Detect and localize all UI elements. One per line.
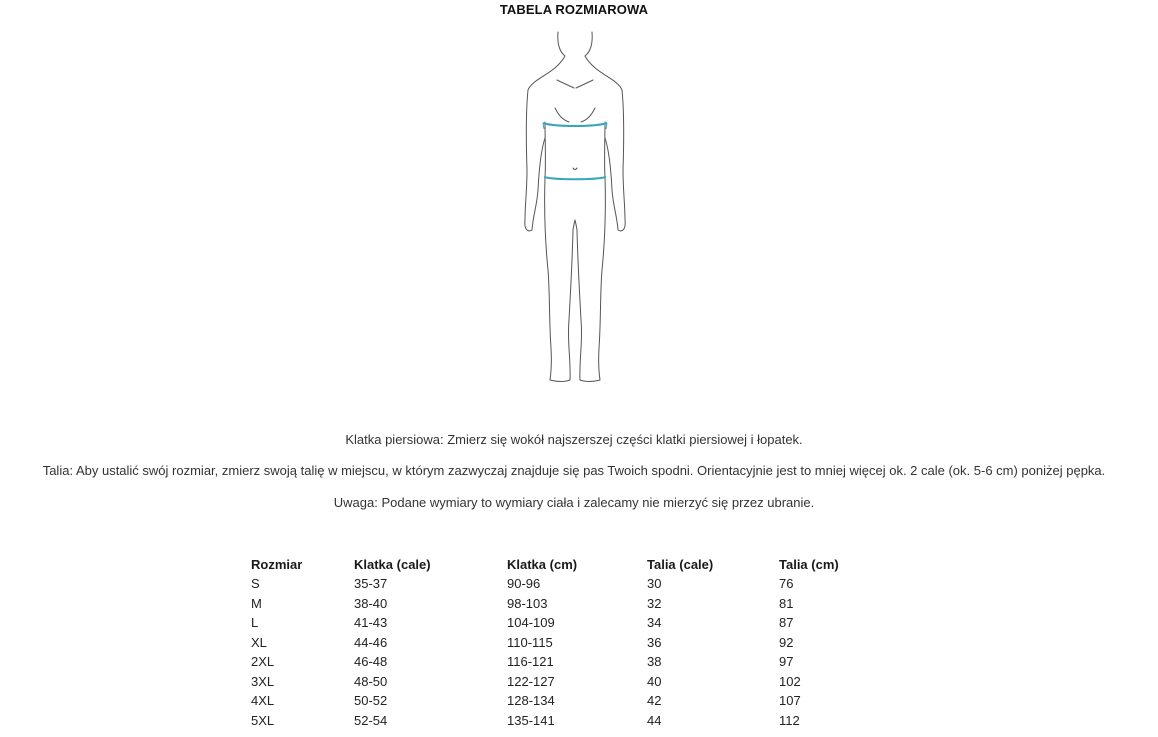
header-waist-cm: Talia (cm) — [779, 557, 839, 572]
cell-waist-cm: 87 — [779, 615, 794, 631]
cell-size: S — [251, 576, 260, 592]
cell-chest-cm: 135-141 — [507, 712, 555, 728]
cell-chest-inches: 48-50 — [354, 673, 388, 689]
cell-size: 5XL — [251, 712, 275, 728]
cell-waist-cm: 102 — [779, 673, 801, 689]
cell-chest-inches: 38-40 — [354, 595, 388, 611]
chest-note: Klatka piersiowa: Zmierz się wokół najszerszej części klatki piersiowej i łopatek. — [345, 432, 803, 447]
cell-waist-inches: 42 — [647, 693, 662, 709]
cell-waist-inches: 30 — [647, 576, 662, 592]
cell-waist-cm: 97 — [779, 654, 794, 670]
table-row — [249, 672, 861, 692]
cell-waist-cm: 107 — [779, 693, 801, 709]
cell-chest-inches: 44-46 — [354, 634, 388, 650]
table-row — [249, 574, 861, 594]
header-chest-inches: Klatka (cale) — [354, 557, 431, 572]
cell-waist-inches: 34 — [647, 615, 662, 631]
cell-waist-cm: 92 — [779, 634, 794, 650]
cell-size: 4XL — [251, 693, 275, 709]
cell-size: M — [251, 595, 262, 611]
cell-waist-cm: 76 — [779, 576, 794, 592]
cell-size: XL — [251, 634, 267, 650]
cell-size: 2XL — [251, 654, 275, 670]
table-row — [249, 691, 861, 711]
cell-waist-inches: 40 — [647, 673, 662, 689]
table-row — [249, 652, 861, 672]
page-title: TABELA ROZMIAROWA — [499, 2, 649, 17]
cell-size: 3XL — [251, 673, 275, 689]
waist-note: Talia: Aby ustalić swój rozmiar, zmierz swoją talię w miejscu, w którym zazwyczaj znajduje się pas Twoich spodni. Orientacyjnie jest to mniej więcej ok. 2 cale (ok. 5-6 cm) poniżej pępka. — [42, 463, 1106, 478]
cell-chest-inches: 50-52 — [354, 693, 388, 709]
cell-size: L — [251, 615, 259, 631]
header-size: Rozmiar — [251, 557, 303, 572]
cell-waist-inches: 38 — [647, 654, 662, 670]
header-chest-cm: Klatka (cm) — [507, 557, 578, 572]
cell-chest-cm: 116-121 — [507, 654, 554, 670]
cell-waist-inches: 36 — [647, 634, 662, 650]
cell-chest-cm: 104-109 — [507, 615, 555, 631]
cell-chest-cm: 128-134 — [507, 693, 555, 709]
table-row — [249, 633, 861, 653]
table-header-row — [249, 555, 861, 574]
table-row — [249, 613, 861, 633]
cell-chest-cm: 122-127 — [507, 673, 555, 689]
cell-chest-cm: 90-96 — [507, 576, 541, 592]
cell-waist-cm: 81 — [779, 595, 794, 611]
header-waist-inches: Talia (cale) — [647, 557, 714, 572]
table-row — [249, 594, 861, 614]
cell-chest-inches: 46-48 — [354, 654, 388, 670]
cell-chest-inches: 52-54 — [354, 712, 388, 728]
size-table — [249, 555, 861, 730]
cell-waist-inches: 44 — [647, 712, 662, 728]
waist-measure-line — [544, 177, 606, 179]
cell-chest-inches: 35-37 — [354, 576, 388, 592]
chest-measure-line — [543, 123, 607, 126]
cell-waist-inches: 32 — [647, 595, 662, 611]
cell-chest-cm: 110-115 — [507, 634, 553, 650]
warning-note: Uwaga: Podane wymiary to wymiary ciała i zalecamy nie mierzyć się przez ubranie. — [333, 495, 815, 510]
cell-chest-inches: 41-43 — [354, 615, 388, 631]
body-measurement-figure — [515, 30, 635, 386]
table-row — [249, 711, 861, 731]
cell-chest-cm: 98-103 — [507, 595, 548, 611]
cell-waist-cm: 112 — [779, 712, 800, 728]
